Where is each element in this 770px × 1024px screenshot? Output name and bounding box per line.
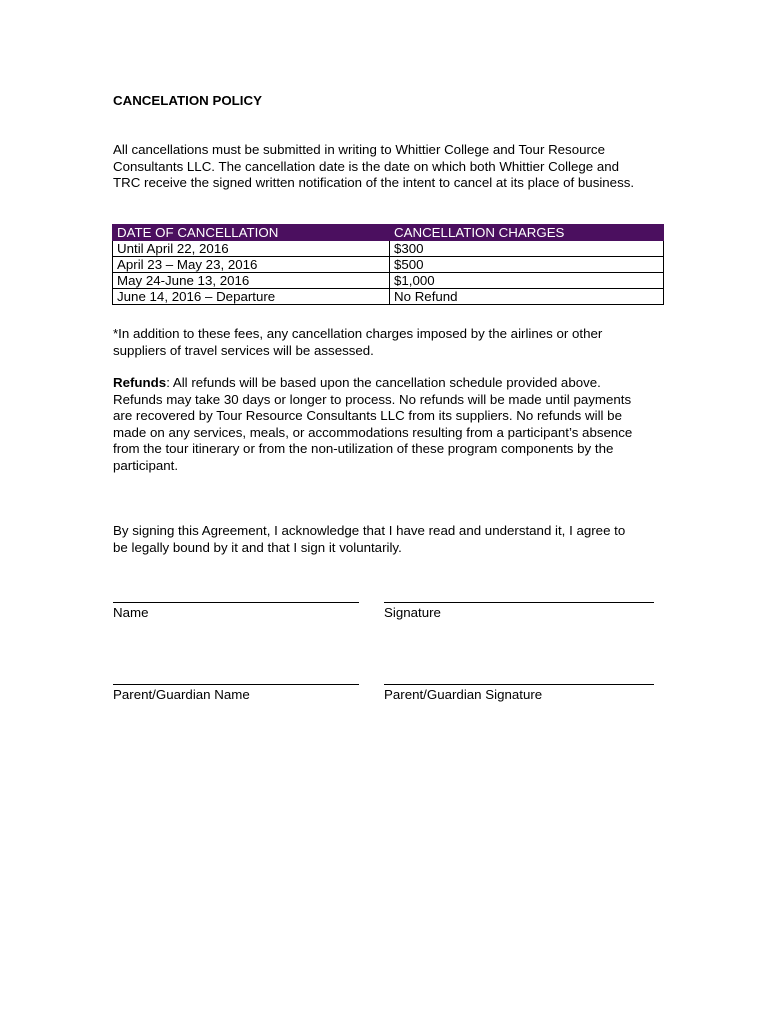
- signature-label: Signature: [384, 605, 441, 620]
- intro-line: TRC receive the signed written notification of the intent to cancel at its place of business.: [113, 175, 635, 191]
- agreement-paragraph: [113, 523, 625, 556]
- header-date-of-cancellation: DATE OF CANCELLATION: [113, 225, 390, 241]
- refunds-line: participant.: [113, 457, 179, 473]
- agreement-line: be legally bound by it and that I sign it voluntarily.: [113, 539, 402, 555]
- note-line: suppliers of travel services will be assessed.: [113, 342, 374, 358]
- table-header-row: [113, 225, 664, 241]
- signature-line[interactable]: [384, 602, 654, 603]
- parent-signature-label: Parent/Guardian Signature: [384, 687, 543, 702]
- cancellation-date-cell: Until April 22, 2016: [113, 241, 390, 257]
- cancellation-date-cell: May 24-June 13, 2016: [113, 273, 390, 289]
- intro-paragraph: [113, 142, 673, 192]
- cancellation-charge-cell: $1,000: [390, 273, 664, 289]
- policy-title: CANCELATION POLICY: [113, 93, 262, 108]
- agreement-line: By signing this Agreement, I acknowledge that I have read and understand it, I agree to: [113, 523, 626, 538]
- name-label: Name: [113, 605, 149, 620]
- table-row: [113, 273, 664, 289]
- header-cancellation-charges: CANCELLATION CHARGES: [390, 225, 664, 241]
- refunds-line: are recovered by Tour Resource Consultants LLC from its suppliers. No refunds will be: [113, 408, 622, 424]
- cancellation-date-cell: April 23 – May 23, 2016: [113, 257, 390, 273]
- cancellation-date-cell: June 14, 2016 – Departure: [113, 289, 390, 305]
- parent-name-line[interactable]: [113, 684, 359, 685]
- table-row: [113, 289, 664, 305]
- refunds-label: Refunds: [113, 375, 167, 390]
- refunds-line: from the tour itinerary or from the non-utilization of these program components by the: [113, 441, 614, 457]
- cancellation-charge-cell: No Refund: [390, 289, 664, 305]
- table-row: [113, 257, 664, 273]
- refunds-line: Refunds may take 30 days or longer to process. No refunds will be made until payments: [113, 391, 632, 407]
- note-line: *In addition to these fees, any cancellation charges imposed by the airlines or other: [113, 326, 603, 341]
- table-row: [113, 241, 664, 257]
- cancellation-charge-cell: $500: [390, 257, 664, 273]
- refunds-paragraph: [113, 375, 632, 475]
- name-signature-line[interactable]: [113, 602, 359, 603]
- intro-line: Consultants LLC. The cancellation date is the date on which both Whittier College and: [113, 158, 620, 174]
- cancellation-charge-cell: $300: [390, 241, 664, 257]
- parent-signature-line[interactable]: [384, 684, 654, 685]
- fees-note: [113, 326, 602, 359]
- refunds-first-line-text: : All refunds will be based upon the cancellation schedule provided above.: [166, 375, 601, 390]
- cancellation-table: [112, 224, 664, 305]
- refunds-line: made on any services, meals, or accommodations resulting from a participant’s absence: [113, 424, 633, 440]
- intro-line: All cancellations must be submitted in writing to Whittier College and Tour Resource: [113, 142, 605, 157]
- refunds-first-line: [113, 375, 632, 392]
- parent-name-label: Parent/Guardian Name: [113, 687, 250, 702]
